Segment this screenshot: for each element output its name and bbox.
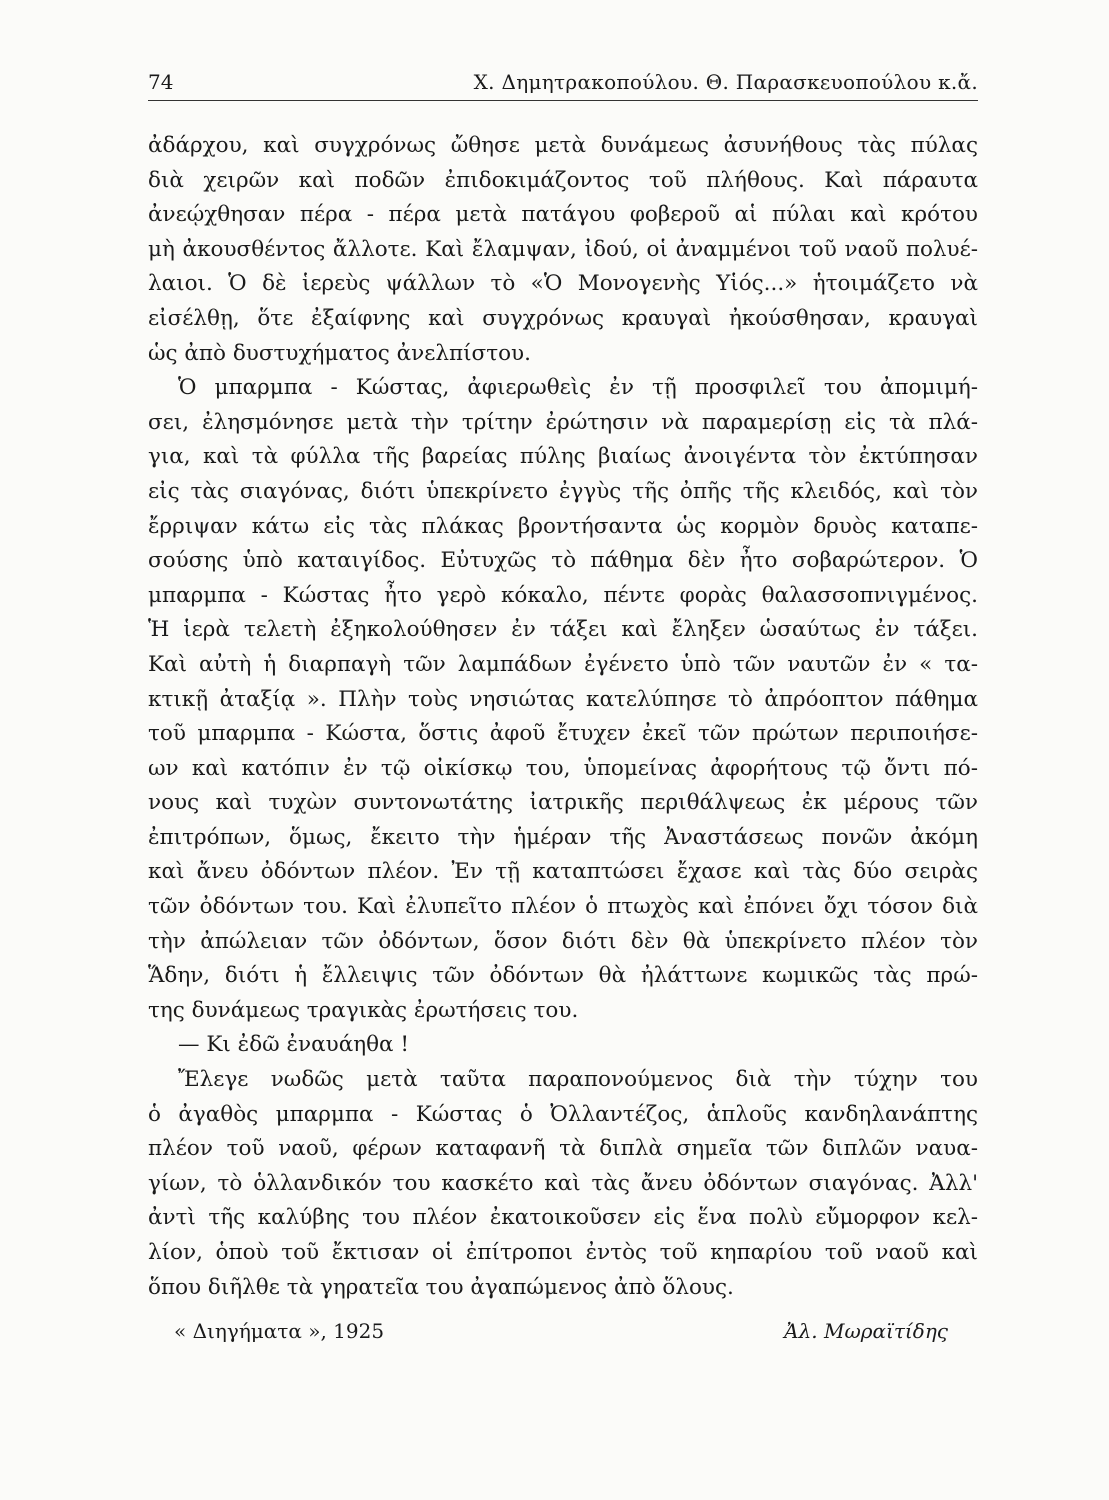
signature [148,1319,978,1343]
text-line: τὴν ἀπώλειαν τῶν ὀδόντων, ὅσον διότι δὲν θὰ ὑπεκρίνετο πλέον τὸν [148,928,978,954]
author-name: Ἀλ. Μωραϊτίδης [784,1319,948,1344]
text-line: ἀντὶ τῆς καλύβης του πλέον ἐκατοικοῦσεν εἰς ἕνα πολὺ εὔμορφον κελ- [148,1205,978,1231]
text-line: για, καὶ τὰ φύλλα τῆς βαρείας πύλης βιαίως ἀνοιγέντα τὸν ἐκτύπησαν [148,444,978,470]
text-line: εἰσέλθῃ, ὅτε ἐξαίφνης καὶ συγχρόνως κραυγαὶ ἠκούσθησαν, κραυγαὶ [148,305,978,331]
text-line: ὅπου διῆλθε τὰ γηρατεῖα του ἀγαπώμενος ἀπὸ ὅλους. [148,1274,734,1300]
text-line: καὶ ἄνευ ὀδόντων πλέον. Ἐν τῇ καταπτώσει ἔχασε καὶ τὰς δύο σειρὰς [148,859,978,885]
dialogue-line: — Κι ἐδῶ ἐναυάηθα ! [178,1032,410,1058]
text-line: διὰ χειρῶν καὶ ποδῶν ἐπιδοκιμάζοντος τοῦ πλήθους. Καὶ πάραυτα [148,167,978,193]
text-line: ὡς ἀπὸ δυστυχήματος ἀνελπίστου. [148,340,531,366]
text-line: πλέον τοῦ ναοῦ, φέρων καταφανῆ τὰ διπλὰ σημεῖα τῶν διπλῶν ναυα- [148,1136,978,1162]
text-line: ἔρριψαν κάτω εἰς τὰς πλάκας βροντήσαντα ὡς κορμὸν δρυὸς καταπε- [148,513,978,539]
text-line: Ἅδην, διότι ἡ ἔλλειψις τῶν ὀδόντων θὰ ἠλάττωνε κωμικῶς τὰς πρώ- [148,963,978,989]
text-line: μὴ ἀκουσθέντος ἄλλοτε. Καὶ ἔλαμψαν, ἰδού, οἱ ἀναμμένοι τοῦ ναοῦ πολυέ- [148,236,978,262]
text-line: κτικῇ ἀταξίᾳ ». Πλὴν τοὺς νησιώτας κατελύπησε τὸ ἀπρόοπτον πάθημα [148,686,978,712]
page-number: 74 [148,70,174,94]
text-line: μπαρμπα - Κώστας ἦτο γερὸ κόκαλο, πέντε φορὰς θαλασσοπνιγμένος. [148,582,978,608]
text-line: ἀδάρχου, καὶ συγχρόνως ὤθησε μετὰ δυνάμεως ἀσυνήθους τὰς πύλας [148,133,978,158]
text-line: ὁ ἀγαθὸς μπαρμπα - Κώστας ὁ Ὀλλαντέζος, ἁπλοῦς κανδηλανάπτης [148,1101,978,1127]
text-line: τῶν ὀδόντων του. Καὶ ἐλυπεῖτο πλέον ὁ πτωχὸς καὶ ἐπόνει ὄχι τόσον διὰ [148,894,978,920]
text-line: γίων, τὸ ὁλλανδικόν του κασκέτο καὶ τὰς ἄνευ ὀδόντων σιαγόνας. Ἀλλ' [148,1170,978,1196]
body-text [148,129,978,1305]
text-line: σει, ἐλησμόνησε μετὰ τὴν τρίτην ἐρώτησιν νὰ παραμερίσῃ εἰς τὰ πλά- [148,409,978,435]
text-line: ἀνεῴχθησαν πέρα - πέρα μετὰ πατάγου φοβεροῦ αἱ πύλαι καὶ κρότου [148,202,978,228]
text-line: εἰς τὰς σιαγόνας, διότι ὑπεκρίνετο ἐγγὺς τῆς ὀπῆς τῆς κλειδός, καὶ τὸν [148,478,978,504]
text-line: τοῦ μπαρμπα - Κώστα, ὅστις ἀφοῦ ἔτυχεν ἐκεῖ τῶν πρώτων περιποιήσε- [148,721,978,747]
running-title: Χ. Δημητρακοπούλου. Θ. Παρασκευοπούλου κ.ἄ. [473,70,978,94]
running-head [148,70,978,101]
book-page [148,70,978,1343]
text-line: Ἔλεγε νωδῶς μετὰ ταῦτα παραπονούμενος διὰ τὴν τύχην του [178,1067,978,1093]
text-line: Καὶ αὐτὴ ἡ διαρπαγὴ τῶν λαμπάδων ἐγένετο ὑπὸ τῶν ναυτῶν ἐν « τα- [148,651,978,677]
text-line: ων καὶ κατόπιν ἐν τῷ οἰκίσκῳ του, ὑπομείνας ἀφορήτους τῷ ὄντι πό- [148,755,978,781]
source-citation: « Διηγήματα », 1925 [174,1319,385,1344]
text-line: λαιοι. Ὁ δὲ ἱερεὺς ψάλλων τὸ «Ὁ Μονογενὴς Υἱός...» ἡτοιμάζετο νὰ [148,271,978,297]
text-line: ἐπιτρόπων, ὅμως, ἔκειτο τὴν ἡμέραν τῆς Ἀναστάσεως πονῶν ἀκόμη [148,824,978,850]
text-line: νους καὶ τυχὼν συντονωτάτης ἰατρικῆς περιθάλψεως ἐκ μέρους τῶν [148,790,978,816]
text-line: της δυνάμεως τραγικὰς ἐρωτήσεις του. [148,997,579,1023]
text-line: Ὁ μπαρμπα - Κώστας, ἀφιερωθεὶς ἐν τῇ προσφιλεῖ του ἀπομιμή- [178,375,978,401]
text-line: σούσης ὑπὸ καταιγίδος. Εὐτυχῶς τὸ πάθημα δὲν ἦτο σοβαρώτερον. Ὁ [148,548,978,574]
text-line: λίον, ὁποὺ τοῦ ἔκτισαν οἱ ἐπίτροποι ἐντὸς τοῦ κηπαρίου τοῦ ναοῦ καὶ [148,1240,978,1265]
text-line: Ἡ ἱερὰ τελετὴ ἐξηκολούθησεν ἐν τάξει καὶ ἔληξεν ὡσαύτως ἐν τάξει. [148,617,978,643]
